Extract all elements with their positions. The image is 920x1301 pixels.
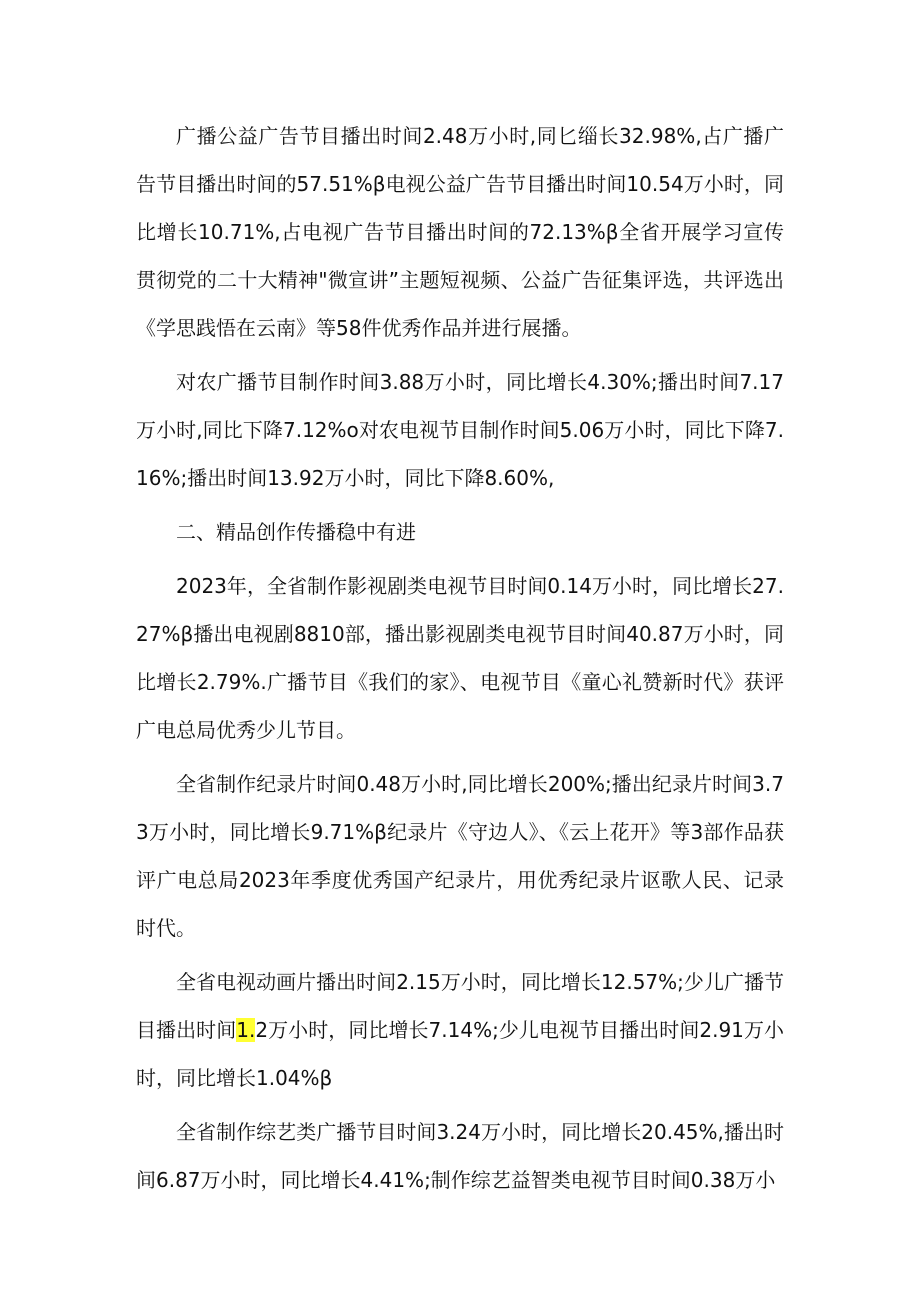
paragraph-drama-programs: 2023年，全省制作影视剧类电视节目时间0.14万小时，同比增长27.27%β播出电视剧8810部，播出影视剧类电视节目时间40.87万小时，同比增长2.79%.广播节目《我们的家》、电视节目《童心礼赞新时代》获评广电总局优秀少儿节目。 [136, 574, 784, 742]
paragraph-variety-programs: 全省制作综艺类广播节目时间3.24万小时，同比增长20.45%,播出时间6.87万小时，同比增长4.41%;制作综艺益智类电视节目时间0.38万小 [136, 1120, 784, 1192]
paragraph-rural-programs: 对农广播节目制作时间3.88万小时，同比增长4.30%;播出时间7.17万小时,同比下降7.12%o对农电视节目制作时间5.06万小时，同比下降7.16%;播出时间13.92万小时，同比下降8.60%, [136, 370, 784, 490]
highlighted-text: 1. [236, 1018, 256, 1042]
paragraph-animation-children [136, 958, 784, 1102]
document-body [136, 112, 784, 1210]
text-span: 全省电视动画片播出时间2.15万小时，同比增长12.57%;少儿广播节目播出时间 [136, 970, 784, 1042]
text-span: 2万小时，同比增长7.14%;少儿电视节目播出时间2.91万小时，同比增长1.04%β [136, 1018, 785, 1090]
section-heading: 二、精品创作传播稳中有进 [176, 520, 416, 544]
paragraph-public-service-ads: 广播公益广告节目播出时间2.48万小时,同匕缁长32.98%,占广播广告节目播出时间的57.51%β电视公益广告节目播出时间10.54万小时，同比增长10.71%,占电视广告节目播出时间的72.13%β全省开展学习宣传贯彻党的二十大精神"微宣讲”主题短视频、公益广告征集评选，共评选出《学思践悟在云南》等58件优秀作品并进行展播。 [136, 124, 784, 340]
paragraph-documentaries: 全省制作纪录片时间0.48万小时,同比增长200%;播出纪录片时间3.73万小时，同比增长9.71%β纪录片《守边人》、《云上花开》等3部作品获评广电总局2023年季度优秀国产纪录片，用优秀纪录片讴歌人民、记录时代。 [136, 772, 784, 940]
